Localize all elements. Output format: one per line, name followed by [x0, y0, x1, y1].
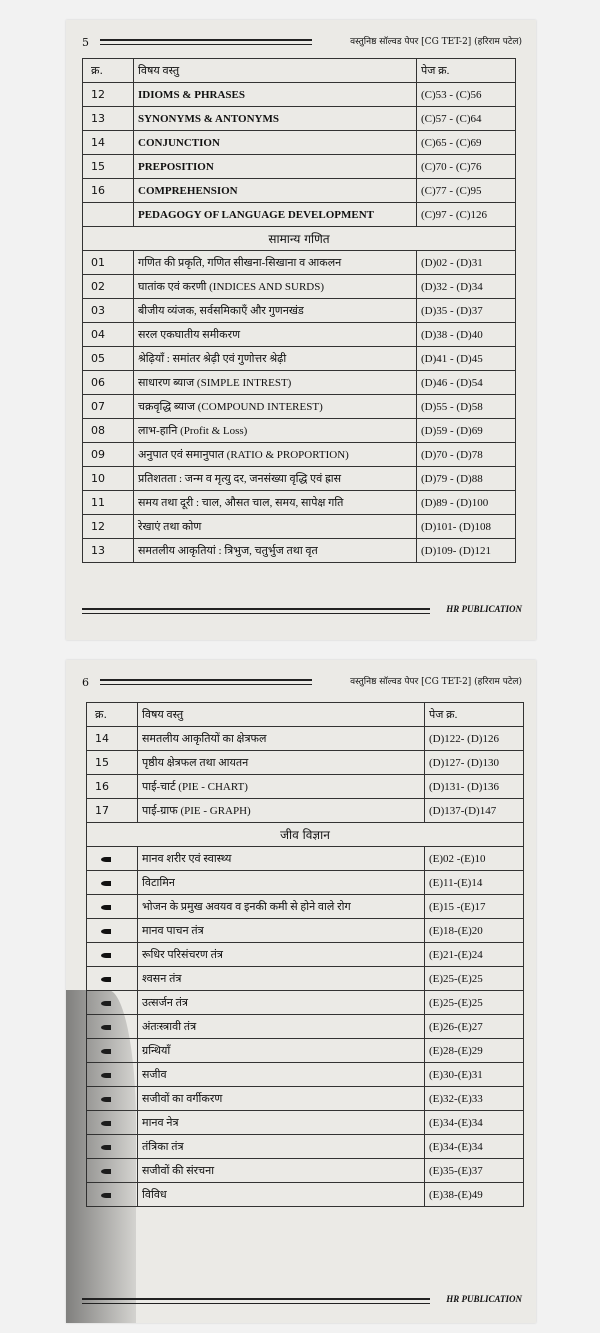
row-number-text: 14	[95, 732, 109, 745]
row-subject-text: मानव पाचन तंत्र	[142, 925, 204, 937]
table-row	[87, 919, 524, 943]
table-row	[87, 751, 524, 775]
table-row	[83, 395, 516, 419]
row-page	[417, 131, 516, 155]
header-subject-text: विषय वस्तु	[138, 65, 180, 77]
finger-shadow	[66, 990, 136, 1323]
row-number-text: 04	[91, 328, 105, 341]
row-subject-text: IDIOMS & PHRASES	[138, 88, 245, 101]
table-row	[83, 203, 516, 227]
row-subject-text: श्रेढ़ियाँ : समांतर श्रेढ़ी एवं गुणोत्तर श्रेढ़ी	[138, 353, 287, 365]
table-row	[87, 799, 524, 823]
row-number	[87, 727, 138, 751]
row-number-text: 07	[91, 400, 105, 413]
row-subject-text: अंतःस्त्रावी तंत्र	[142, 1021, 197, 1033]
row-subject-text: भोजन के प्रमुख अवयव व इनकी कमी से होने वाले रोग	[142, 901, 351, 913]
row-subject	[138, 943, 425, 967]
row-number	[83, 179, 134, 203]
row-subject	[134, 419, 417, 443]
header-subject	[134, 59, 417, 83]
table-row	[83, 107, 516, 131]
row-subject-text: मानव नेत्र	[142, 1117, 179, 1129]
row-number	[83, 371, 134, 395]
row-page	[425, 1135, 524, 1159]
header-title: वस्तुनिष्ठ सॉल्वड पेपर [CG TET-2] (हरिराम पटेल)	[350, 677, 522, 687]
row-number	[83, 275, 134, 299]
row-page	[425, 1111, 524, 1135]
row-number-text: 03	[91, 304, 105, 317]
book-page-6	[66, 660, 536, 1323]
row-number	[83, 491, 134, 515]
row-page-text: (E)15 -(E)17	[429, 900, 486, 913]
header-title: वस्तुनिष्ठ सॉल्वड पेपर [CG TET-2] (हरिराम पटेल)	[350, 37, 522, 47]
row-page-text: (E)02 -(E)10	[429, 852, 486, 865]
table-row	[83, 299, 516, 323]
row-page	[425, 1159, 524, 1183]
row-page	[425, 1039, 524, 1063]
row-subject	[138, 727, 425, 751]
page-number: 6	[82, 676, 89, 689]
row-page-text: (D)35 - (D)37	[421, 304, 483, 317]
row-number-text: 05	[91, 352, 105, 365]
row-page-text: (E)34-(E)34	[429, 1140, 483, 1153]
row-number-text: 10	[91, 472, 105, 485]
row-number	[83, 467, 134, 491]
row-page-text: (C)57 - (C)64	[421, 112, 482, 125]
row-number	[83, 539, 134, 563]
header-rule	[100, 39, 312, 45]
row-page-text: (E)18-(E)20	[429, 924, 483, 937]
header-page-text: पेज क्र.	[421, 65, 450, 77]
table-row	[87, 847, 524, 871]
row-subject	[138, 919, 425, 943]
row-page	[417, 275, 516, 299]
row-page-text: (D)131- (D)136	[429, 780, 499, 793]
row-page-text: (E)28-(E)29	[429, 1044, 483, 1057]
row-page	[417, 419, 516, 443]
row-page	[417, 155, 516, 179]
row-bullet	[87, 943, 138, 967]
row-page	[417, 107, 516, 131]
row-number-text: 06	[91, 376, 105, 389]
row-subject	[134, 491, 417, 515]
bullet-icon	[101, 857, 111, 862]
row-number	[83, 443, 134, 467]
row-bullet	[87, 967, 138, 991]
row-page-text: (C)65 - (C)69	[421, 136, 482, 149]
row-page-text: (D)79 - (D)88	[421, 472, 483, 485]
table-row	[87, 991, 524, 1015]
row-subject-text: गणित की प्रकृति, गणित सीखना-सिखाना व आकलन	[138, 257, 342, 269]
row-page	[425, 799, 524, 823]
row-subject-text: रूधिर परिसंचरण तंत्र	[142, 949, 223, 961]
row-bullet	[87, 847, 138, 871]
row-page	[417, 395, 516, 419]
header-subject	[138, 703, 425, 727]
row-page-text: (D)02 - (D)31	[421, 256, 483, 269]
row-page-text: (D)46 - (D)54	[421, 376, 483, 389]
footer-rule	[82, 608, 430, 614]
row-page	[425, 1183, 524, 1207]
row-subject	[138, 1063, 425, 1087]
row-subject-text: साधारण ब्याज (SIMPLE INTREST)	[138, 377, 292, 389]
row-subject-text: बीजीय व्यंजक, सर्वसमिकाएँ और गुणनखंड	[138, 305, 304, 317]
row-page-text: (C)97 - (C)126	[421, 208, 487, 221]
row-number-text: 13	[91, 112, 105, 125]
row-page	[417, 491, 516, 515]
table-row	[83, 539, 516, 563]
row-subject-text: घातांक एवं करणी (INDICES AND SURDS)	[138, 281, 325, 293]
table-row	[87, 1039, 524, 1063]
row-page-text: (C)53 - (C)56	[421, 88, 482, 101]
header-number-text: क्र.	[91, 64, 103, 77]
section-title	[83, 227, 516, 251]
row-subject-text: CONJUNCTION	[138, 136, 220, 149]
table-row	[87, 1087, 524, 1111]
row-subject	[138, 967, 425, 991]
row-subject	[134, 539, 417, 563]
row-page	[417, 323, 516, 347]
row-subject	[138, 1183, 425, 1207]
row-subject-text: पाई-चार्ट (PIE - CHART)	[142, 781, 248, 793]
section-row	[83, 227, 516, 251]
row-subject-text: ग्रन्थियाँ	[142, 1045, 171, 1057]
table-header-row	[83, 59, 516, 83]
row-number	[83, 131, 134, 155]
row-bullet	[87, 895, 138, 919]
row-page-text: (D)101- (D)108	[421, 520, 491, 533]
table-row	[87, 775, 524, 799]
page-header	[82, 34, 522, 54]
table-row	[87, 1183, 524, 1207]
row-page	[417, 251, 516, 275]
row-page-text: (E)25-(E)25	[429, 972, 483, 985]
row-subject-text: समय तथा दूरी : चाल, औसत चाल, समय, सापेक्ष गति	[138, 497, 344, 509]
row-number	[83, 299, 134, 323]
table-row	[87, 943, 524, 967]
row-subject-text: श्वसन तंत्र	[142, 973, 182, 985]
row-subject	[134, 203, 417, 227]
row-number	[83, 347, 134, 371]
table-row	[83, 155, 516, 179]
row-page	[417, 299, 516, 323]
row-page	[425, 871, 524, 895]
row-number-text: 15	[95, 756, 109, 769]
row-page-text: (D)41 - (D)45	[421, 352, 483, 365]
table-row	[87, 967, 524, 991]
row-page-text: (E)25-(E)25	[429, 996, 483, 1009]
row-subject-text: PREPOSITION	[138, 160, 214, 173]
table-row	[87, 727, 524, 751]
header-number	[83, 59, 134, 83]
row-subject	[134, 347, 417, 371]
row-number	[83, 395, 134, 419]
row-number-text: 17	[95, 804, 109, 817]
table-row	[83, 515, 516, 539]
row-page-text: (E)38-(E)49	[429, 1188, 483, 1201]
row-number	[83, 83, 134, 107]
footer-rule	[82, 1298, 430, 1304]
row-page	[425, 727, 524, 751]
table-row	[83, 419, 516, 443]
table-row	[83, 323, 516, 347]
table-row	[83, 275, 516, 299]
row-number-text: 11	[91, 496, 105, 509]
row-subject	[138, 895, 425, 919]
row-subject	[138, 1015, 425, 1039]
table-row	[87, 1111, 524, 1135]
row-page-text: (E)35-(E)37	[429, 1164, 483, 1177]
row-subject-text: मानव शरीर एवं स्वास्थ्य	[142, 853, 232, 865]
row-number	[83, 251, 134, 275]
row-number	[87, 775, 138, 799]
row-page	[417, 443, 516, 467]
row-number-text: 02	[91, 280, 105, 293]
bullet-icon	[101, 953, 111, 958]
table-row	[83, 467, 516, 491]
row-number-text: 01	[91, 256, 105, 269]
row-page-text: (E)11-(E)14	[429, 876, 483, 889]
row-subject-text: विविध	[142, 1189, 167, 1201]
row-subject-text: SYNONYMS & ANTONYMS	[138, 112, 279, 125]
row-page-text: (D)32 - (D)34	[421, 280, 483, 293]
row-subject	[134, 323, 417, 347]
row-page	[417, 515, 516, 539]
row-page-text: (D)127- (D)130	[429, 756, 499, 769]
row-number-text: 13	[91, 544, 105, 557]
row-page-text: (D)59 - (D)69	[421, 424, 483, 437]
row-subject	[138, 1087, 425, 1111]
row-subject	[134, 131, 417, 155]
row-page	[425, 991, 524, 1015]
row-subject-text: चक्रवृद्धि ब्याज (COMPOUND INTEREST)	[138, 401, 323, 413]
row-subject	[138, 799, 425, 823]
page-number: 5	[82, 36, 89, 49]
row-number-text: 08	[91, 424, 105, 437]
row-subject	[138, 1111, 425, 1135]
row-subject	[138, 991, 425, 1015]
publisher-name: HR PUBLICATION	[446, 1294, 522, 1304]
row-subject-text: COMPREHENSION	[138, 184, 238, 197]
row-subject-text: पाई-ग्राफ (PIE - GRAPH)	[142, 805, 251, 817]
row-page-text: (D)137-(D)147	[429, 804, 497, 817]
row-subject	[138, 1039, 425, 1063]
row-number-text: 14	[91, 136, 105, 149]
row-page	[425, 895, 524, 919]
row-subject-text: PEDAGOGY OF LANGUAGE DEVELOPMENT	[138, 208, 375, 221]
bullet-icon	[101, 977, 111, 982]
section-title-text: सामान्य गणित	[268, 232, 330, 246]
header-page	[425, 703, 524, 727]
bullet-icon	[101, 905, 111, 910]
section-title	[87, 823, 524, 847]
table-row	[83, 179, 516, 203]
row-subject	[134, 467, 417, 491]
row-subject-text: अनुपात एवं समानुपात (RATIO & PROPORTION)	[138, 449, 349, 461]
row-page-text: (C)77 - (C)95	[421, 184, 482, 197]
row-page	[417, 371, 516, 395]
row-number	[83, 323, 134, 347]
row-number	[87, 751, 138, 775]
row-subject	[134, 515, 417, 539]
row-number-text: 12	[91, 520, 105, 533]
row-page	[425, 775, 524, 799]
row-subject-text: विटामिन	[142, 877, 175, 889]
table-row	[87, 895, 524, 919]
row-page	[417, 467, 516, 491]
row-page-text: (D)122- (D)126	[429, 732, 499, 745]
row-number	[83, 515, 134, 539]
row-subject	[134, 179, 417, 203]
row-subject	[134, 443, 417, 467]
row-page	[425, 919, 524, 943]
row-page	[425, 967, 524, 991]
row-page	[417, 203, 516, 227]
row-number-text: 16	[91, 184, 105, 197]
row-number	[83, 155, 134, 179]
row-number	[83, 203, 134, 227]
row-page-text: (D)70 - (D)78	[421, 448, 483, 461]
row-subject	[134, 371, 417, 395]
table-row	[83, 371, 516, 395]
row-subject-text: सजीवों की संरचना	[142, 1165, 215, 1177]
row-page	[425, 751, 524, 775]
row-page-text: (C)70 - (C)76	[421, 160, 482, 173]
contents-table	[86, 702, 524, 1207]
table-row	[83, 347, 516, 371]
section-row	[87, 823, 524, 847]
row-subject	[138, 1135, 425, 1159]
row-page-text: (E)32-(E)33	[429, 1092, 483, 1105]
row-page	[417, 179, 516, 203]
row-page	[425, 1015, 524, 1039]
row-number	[83, 419, 134, 443]
header-number	[87, 703, 138, 727]
row-subject	[134, 299, 417, 323]
row-subject	[134, 251, 417, 275]
row-page	[425, 1063, 524, 1087]
row-number	[83, 107, 134, 131]
book-page-5	[66, 20, 536, 640]
row-subject	[134, 395, 417, 419]
table-header-row	[87, 703, 524, 727]
row-number-text: 16	[95, 780, 109, 793]
page-header	[82, 674, 522, 694]
row-subject	[134, 155, 417, 179]
row-subject-text: लाभ-हानि (Profit & Loss)	[138, 425, 248, 437]
row-subject-text: सजीव	[142, 1069, 167, 1081]
row-subject-text: सजीवों का वर्गीकरण	[142, 1093, 223, 1105]
row-page	[425, 943, 524, 967]
row-subject-text: उत्सर्जन तंत्र	[142, 997, 188, 1009]
table-row	[83, 131, 516, 155]
row-subject	[138, 847, 425, 871]
row-page-text: (E)30-(E)31	[429, 1068, 483, 1081]
row-subject	[134, 275, 417, 299]
row-page-text: (D)109- (D)121	[421, 544, 491, 557]
table-row	[83, 83, 516, 107]
row-number-text: 15	[91, 160, 105, 173]
row-page-text: (D)55 - (D)58	[421, 400, 483, 413]
publisher-name: HR PUBLICATION	[446, 604, 522, 614]
row-subject-text: तंत्रिका तंत्र	[142, 1141, 184, 1153]
table-row	[87, 1135, 524, 1159]
header-subject-text: विषय वस्तु	[142, 709, 184, 721]
row-subject	[138, 751, 425, 775]
row-page	[417, 83, 516, 107]
row-bullet	[87, 919, 138, 943]
table-row	[87, 1159, 524, 1183]
row-page	[425, 847, 524, 871]
bullet-icon	[101, 881, 111, 886]
row-page	[417, 347, 516, 371]
table-row	[83, 443, 516, 467]
table-row	[87, 1063, 524, 1087]
row-number	[87, 799, 138, 823]
row-page-text: (D)89 - (D)100	[421, 496, 489, 509]
table-row	[87, 871, 524, 895]
row-page-text: (D)38 - (D)40	[421, 328, 483, 341]
table-row	[83, 491, 516, 515]
row-page	[417, 539, 516, 563]
row-page-text: (E)26-(E)27	[429, 1020, 483, 1033]
contents-table	[82, 58, 516, 563]
row-subject	[138, 775, 425, 799]
section-title-text: जीव विज्ञान	[280, 828, 330, 842]
row-subject-text: पृष्ठीय क्षेत्रफल तथा आयतन	[142, 757, 249, 769]
header-page	[417, 59, 516, 83]
row-page-text: (E)21-(E)24	[429, 948, 483, 961]
row-subject-text: समतलीय आकृतियों का क्षेत्रफल	[142, 733, 267, 745]
row-subject-text: समतलीय आकृतियां : त्रिभुज, चतुर्भुज तथा वृत	[138, 545, 318, 557]
row-subject	[138, 871, 425, 895]
table-row	[87, 1015, 524, 1039]
row-number-text: 12	[91, 88, 105, 101]
table-row	[83, 251, 516, 275]
row-page-text: (E)34-(E)34	[429, 1116, 483, 1129]
row-bullet	[87, 871, 138, 895]
row-subject-text: प्रतिशतता : जन्म व मृत्यु दर, जनसंख्या वृद्धि एवं ह्रास	[138, 473, 342, 485]
header-rule	[100, 679, 312, 685]
row-subject-text: सरल एकघातीय समीकरण	[138, 329, 241, 341]
row-page	[425, 1087, 524, 1111]
row-subject	[134, 83, 417, 107]
header-page-text: पेज क्र.	[429, 709, 458, 721]
row-subject	[138, 1159, 425, 1183]
row-subject-text: रेखाएं तथा कोण	[138, 521, 202, 533]
bullet-icon	[101, 929, 111, 934]
row-number-text: 09	[91, 448, 105, 461]
row-subject	[134, 107, 417, 131]
header-number-text: क्र.	[95, 708, 107, 721]
